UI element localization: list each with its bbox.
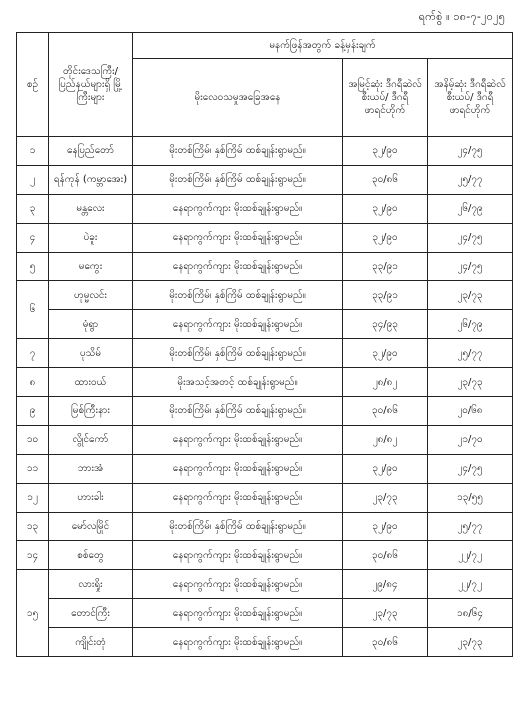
weather-condition: မိုးတစ်ကြိမ်၊ နှစ်ကြိမ် ထစ်ချုန်းရွာမည်။ <box>133 512 343 541</box>
city-name: လွိုင်ကော် <box>49 425 133 454</box>
table-row <box>17 310 513 339</box>
weather-condition: နေရာကွက်ကျား မိုးထစ်ချုန်းရွာမည်။ <box>133 628 343 657</box>
weather-condition: နေရာကွက်ကျား မိုးထစ်ချုန်းရွာမည်။ <box>133 570 343 599</box>
row-number: ၁၅ <box>17 570 49 657</box>
weather-condition: မိုးတစ်ကြိမ်၊ နှစ်ကြိမ် ထစ်ချုန်းရွာမည်။ <box>133 281 343 310</box>
header-no: စဉ် <box>17 33 49 137</box>
max-temperature: ၂၃/၇၃ <box>343 483 428 512</box>
header-min-temp: အနိမ့်ဆုံး ဒီဂရီဆဲလ်စီးယပ်/ ဒီဂရီဖာရင်ဟိုက် <box>428 59 513 137</box>
city-name: ဟုမ္မလင်း <box>49 281 133 310</box>
table-row <box>17 541 513 570</box>
max-temperature: ၃၀/၈၆ <box>343 628 428 657</box>
weather-condition: မိုးတစ်ကြိမ်၊ နှစ်ကြိမ် ထစ်ချုန်းရွာမည်။ <box>133 339 343 368</box>
row-number: ၅ <box>17 252 49 281</box>
min-temperature: ၂၅/၇၇ <box>428 339 513 368</box>
min-temperature: ၂၆/၇၉ <box>428 194 513 223</box>
city-name: နေပြည်တော် <box>49 137 133 166</box>
weather-condition: နေရာကွက်ကျား မိုးထစ်ချုန်းရွာမည်။ <box>133 194 343 223</box>
city-name: ကျိုင်းတုံ <box>49 628 133 657</box>
min-temperature: ၁၈/၆၄ <box>428 599 513 628</box>
report-date: ရက်စွဲ ။ ၁၈-၇-၂၀၂၅ <box>418 10 505 23</box>
min-temperature: ၂၃/၇၃ <box>428 368 513 397</box>
header-region: တိုင်းဒေသကြီး/ ပြည်နယ်များရှိ မြို့ကြီးများ <box>49 33 133 137</box>
max-temperature: ၃၂/၉၀ <box>343 137 428 166</box>
city-name: မကွေး <box>49 252 133 281</box>
min-temperature: ၂၃/၇၃ <box>428 281 513 310</box>
table-row <box>17 137 513 166</box>
table-row <box>17 339 513 368</box>
table-row <box>17 628 513 657</box>
table-row <box>17 483 513 512</box>
city-name: မန္တလေး <box>49 194 133 223</box>
weather-condition: နေရာကွက်ကျား မိုးထစ်ချုန်းရွာမည်။ <box>133 599 343 628</box>
row-number: ၁၄ <box>17 541 49 570</box>
row-number: ၈ <box>17 368 49 397</box>
table-row <box>17 368 513 397</box>
max-temperature: ၃၂/၉၀ <box>343 194 428 223</box>
weather-condition: နေရာကွက်ကျား မိုးထစ်ချုန်းရွာမည်။ <box>133 425 343 454</box>
min-temperature: ၂၄/၇၅ <box>428 223 513 252</box>
row-number: ၂ <box>17 165 49 194</box>
weather-condition: နေရာကွက်ကျား မိုးထစ်ချုန်းရွာမည်။ <box>133 252 343 281</box>
max-temperature: ၃၃/၉၁ <box>343 281 428 310</box>
city-name: ရန်ကုန် (ကမ္ဘာအေး) <box>49 165 133 194</box>
row-number: ၁၁ <box>17 454 49 483</box>
table-row <box>17 252 513 281</box>
min-temperature: ၁၃/၅၅ <box>428 483 513 512</box>
table-row <box>17 512 513 541</box>
min-temperature: ၂၄/၇၅ <box>428 454 513 483</box>
row-number: ၁၂ <box>17 483 49 512</box>
max-temperature: ၂၉/၈၄ <box>343 570 428 599</box>
weather-condition: မိုးတစ်ကြိမ်၊ နှစ်ကြိမ် ထစ်ချုန်းရွာမည်။ <box>133 165 343 194</box>
row-number: ၄ <box>17 223 49 252</box>
weather-condition: နေရာကွက်ကျား မိုးထစ်ချုန်းရွာမည်။ <box>133 223 343 252</box>
weather-condition: နေရာကွက်ကျား မိုးထစ်ချုန်းရွာမည်။ <box>133 310 343 339</box>
min-temperature: ၂၀/၆၈ <box>428 397 513 426</box>
min-temperature: ၂၁/၇၀ <box>428 425 513 454</box>
max-temperature: ၃၂/၉၀ <box>343 454 428 483</box>
header-condition: မိုးလေဝသမှုအခြေအနေ <box>133 59 343 137</box>
table-row <box>17 165 513 194</box>
max-temperature: ၃၀/၈၆ <box>343 541 428 570</box>
row-number: ၇ <box>17 339 49 368</box>
city-name: ထားဝယ် <box>49 368 133 397</box>
table-row <box>17 281 513 310</box>
max-temperature: ၃၃/၉၁ <box>343 252 428 281</box>
max-temperature: ၃၀/၈၆ <box>343 165 428 194</box>
max-temperature: ၃၂/၉၀ <box>343 339 428 368</box>
city-name: ပဲခူး <box>49 223 133 252</box>
min-temperature: ၂၅/၇၇ <box>428 165 513 194</box>
min-temperature: ၂၃/၇၃ <box>428 628 513 657</box>
weather-condition: မိုးအသင့်အတင့် ထစ်ချုန်းရွာမည်။ <box>133 368 343 397</box>
min-temperature: ၂၂/၇၂ <box>428 541 513 570</box>
weather-condition: နေရာကွက်ကျား မိုးထစ်ချုန်းရွာမည်။ <box>133 483 343 512</box>
min-temperature: ၂၅/၇၇ <box>428 512 513 541</box>
city-name: မုံရွာ <box>49 310 133 339</box>
table-row <box>17 570 513 599</box>
max-temperature: ၃၂/၉၀ <box>343 512 428 541</box>
header-max-temp: အမြင့်ဆုံး ဒီဂရီဆဲလ်စီးယပ်/ ဒီဂရီဖာရင်ဟိုက် <box>343 59 428 137</box>
max-temperature: ၂၈/၈၂ <box>343 425 428 454</box>
max-temperature: ၃၄/၉၃ <box>343 310 428 339</box>
max-temperature: ၂၃/၇၃ <box>343 599 428 628</box>
table-row <box>17 194 513 223</box>
table-row <box>17 425 513 454</box>
min-temperature: ၂၂/၇၂ <box>428 570 513 599</box>
table-row <box>17 599 513 628</box>
row-number: ၉ <box>17 397 49 426</box>
min-temperature: ၂၆/၇၉ <box>428 310 513 339</box>
table-row <box>17 454 513 483</box>
forecast-table <box>16 32 513 657</box>
table-row <box>17 223 513 252</box>
min-temperature: ၂၄/၇၅ <box>428 137 513 166</box>
max-temperature: ၃၂/၉၀ <box>343 223 428 252</box>
city-name: လားရှိုး <box>49 570 133 599</box>
city-name: တောင်ကြီး <box>49 599 133 628</box>
city-name: ဟားခါး <box>49 483 133 512</box>
max-temperature: ၃၀/၈၆ <box>343 397 428 426</box>
max-temperature: ၂၈/၈၂ <box>343 368 428 397</box>
row-number: ၃ <box>17 194 49 223</box>
weather-condition: နေရာကွက်ကျား မိုးထစ်ချုန်းရွာမည်။ <box>133 541 343 570</box>
weather-condition: မိုးတစ်ကြိမ်၊ နှစ်ကြိမ် ထစ်ချုန်းရွာမည်။ <box>133 137 343 166</box>
forecast-table-container <box>16 32 512 657</box>
city-name: ဘားအံ <box>49 454 133 483</box>
weather-condition: မိုးတစ်ကြိမ်၊ နှစ်ကြိမ် ထစ်ချုန်းရွာမည်။ <box>133 397 343 426</box>
weather-condition: နေရာကွက်ကျား မိုးထစ်ချုန်းရွာမည်။ <box>133 454 343 483</box>
city-name: မော်လမြိုင် <box>49 512 133 541</box>
table-row <box>17 397 513 426</box>
row-number: ၁၃ <box>17 512 49 541</box>
row-number: ၆ <box>17 281 49 339</box>
city-name: စစ်တွေ <box>49 541 133 570</box>
header-forecast-group: မနက်ဖြန်အတွက် ခန့်မှန်းချက် <box>133 33 513 59</box>
min-temperature: ၂၄/၇၅ <box>428 252 513 281</box>
city-name: မြစ်ကြီးနား <box>49 397 133 426</box>
row-number: ၁၀ <box>17 425 49 454</box>
city-name: ပုသိမ် <box>49 339 133 368</box>
row-number: ၁ <box>17 137 49 166</box>
